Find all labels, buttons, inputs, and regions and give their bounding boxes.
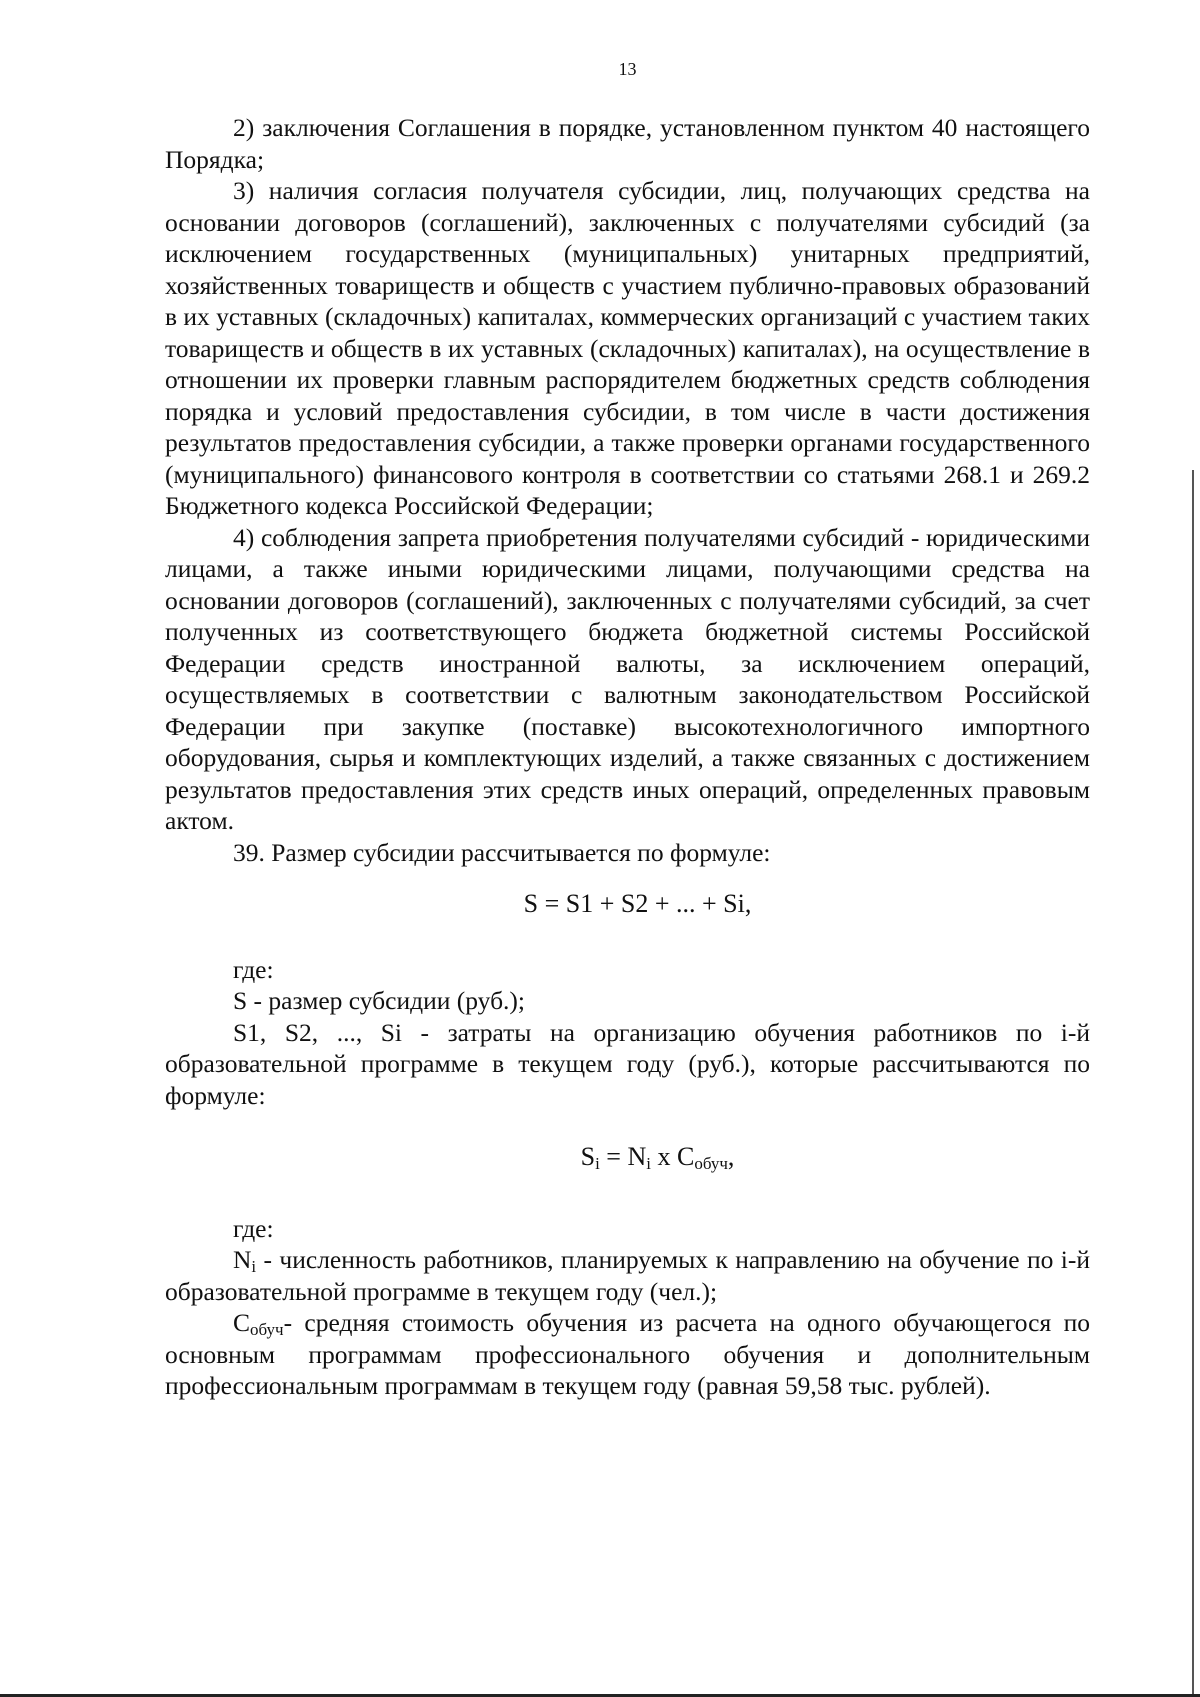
scan-edge-right [1192, 470, 1194, 1697]
definition-c-symbol: C [233, 1308, 251, 1337]
item-2: 2) заключения Соглашения в порядке, установленном пунктом 40 настоящего Порядка; [165, 113, 1090, 174]
document-page [165, 52, 1090, 1402]
formula-si [225, 1141, 1090, 1173]
formula-total-subsidy: S = S1 + S2 + ... + Si, [523, 889, 752, 918]
where-label-2: где: [233, 1213, 274, 1243]
formula-si-s-sub: i [595, 1154, 600, 1173]
formula-si-s: S [580, 1142, 596, 1171]
formula-si-n-sub: i [646, 1154, 651, 1173]
definition-c-text: - средняя стоимость обучения из расчета на одного обучающегося по основным программам профессионального обучения и дополнительным профессиональным программам в текущем году (равная 59,58 тыс. рублей). [165, 1308, 1090, 1400]
definition-ni-text: - численность работников, планируемых к направлению на обучение по i-й образовательной программе в текущем году (чел.); [165, 1245, 1090, 1306]
formula-si-times: x C [650, 1142, 695, 1171]
item-4: 4) соблюдения запрета приобретения получателями субсидий - юридическими лицами, а также иными юридическими лицами, получающими средства на основании договоров (соглашений), заключенных с получателями субсидий, за счет полученных из соответствующего бюджета бюджетной системы Российской Федерации средств иностранной валюты, за исключением операций, осуществляемых в соответствии с валютным законодательством Российской Федерации при закупке (поставке) высокотехнологичного импортного оборудования, сырья и комплектующих изделий, а также связанных с достижением результатов предоставления этих средств иных операций, определенных правовым актом. [165, 522, 1090, 835]
definition-c [165, 1307, 1090, 1402]
definition-ni-sub: i [251, 1257, 257, 1276]
item-3: 3) наличия согласия получателя субсидии, лиц, получающих средства на основании договоров (соглашений), заключенных с получателями субсидий (за исключением государственных (муниципальных) унитарных предприятий, хозяйственных товариществ и обществ с участием публично-правовых образований в их уставных (складочных) капиталах, коммерческих организаций с участием таких товариществ и обществ в их уставных (складочных) капиталах), на осуществление в отношении их проверки главным распорядителем бюджетных средств соблюдения порядка и условий предоставления субсидии, в том числе в части достижения результатов предоставления субсидии, а также проверки органами государственного (муниципального) финансового контроля в соответствии со статьями 268.1 и 269.2 Бюджетного кодекса Российской Федерации; [165, 176, 1090, 520]
definition-ni [165, 1244, 1090, 1307]
formula-si-c-sub: обуч [694, 1154, 728, 1173]
definition-c-sub: обуч [250, 1320, 284, 1339]
definition-s: S - размер субсидии (руб.); [233, 986, 526, 1015]
clause-39-intro: 39. Размер субсидии рассчитывается по формуле: [233, 837, 771, 867]
definition-ni-symbol: N [233, 1245, 252, 1274]
where-label-1: где: [233, 954, 274, 984]
formula-si-eq: = N [599, 1142, 647, 1171]
formula-si-tail: , [727, 1142, 735, 1171]
definition-si: S1, S2, ..., Si - затраты на организацию обучения работников по i-й образовательной программе в текущем году (руб.), которые рассчитываются по формуле: [165, 1017, 1090, 1110]
page-number: 13 [618, 59, 637, 79]
